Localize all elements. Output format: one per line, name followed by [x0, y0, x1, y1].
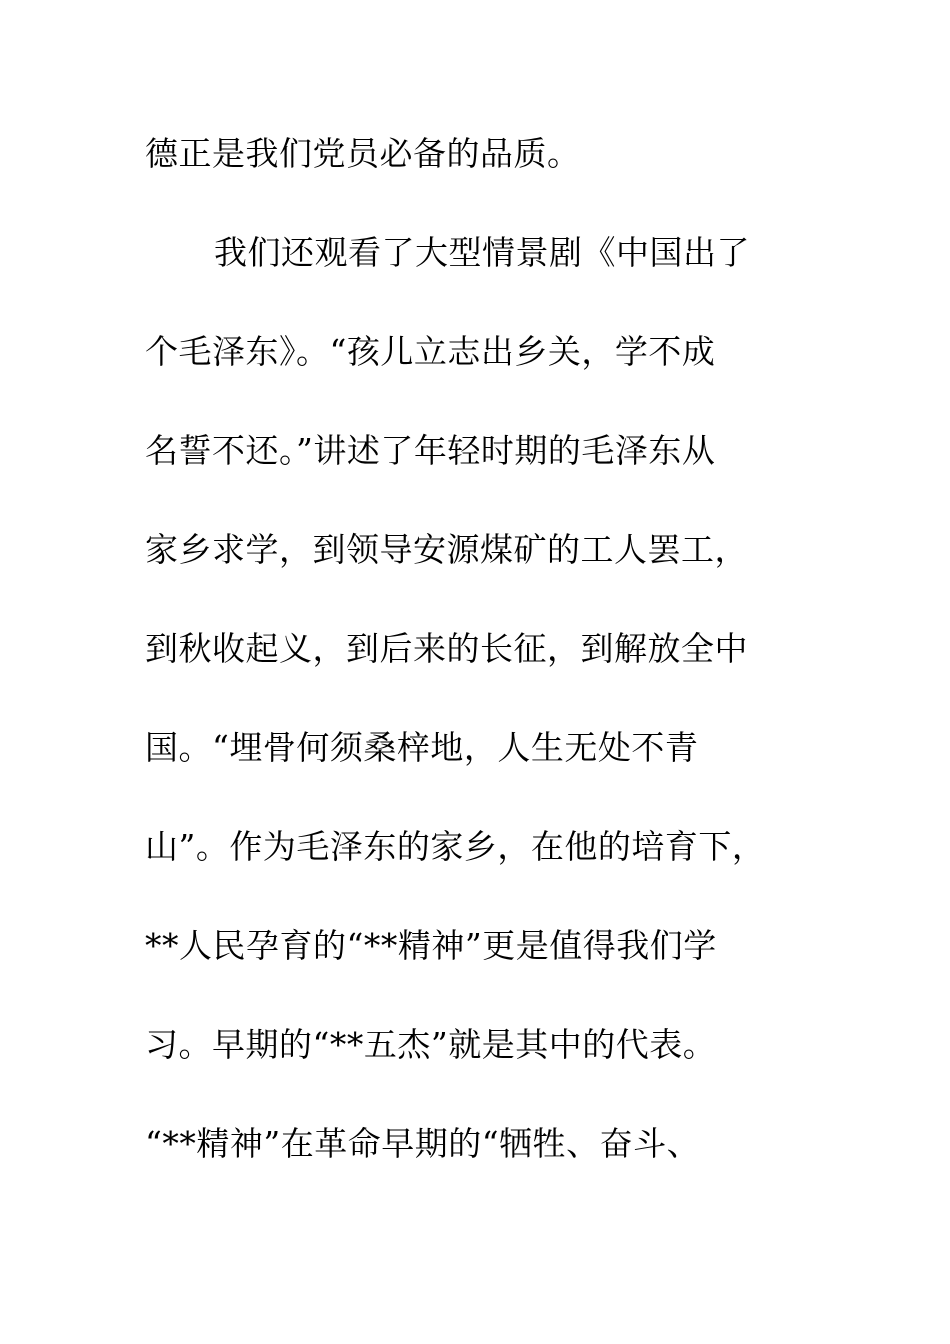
- text-line: **人民孕育的“**精神”更是值得我们学: [145, 926, 717, 965]
- text-line: 家乡求学，到领导安源煤矿的工人罢工，: [145, 530, 748, 569]
- text-line: 国。“埋骨何须桑梓地，人生无处不青: [145, 728, 699, 767]
- text-line: 德正是我们党员必备的品质。: [145, 134, 581, 173]
- paragraph-first-line: 我们还观看了大型情景剧《中国出了: [214, 233, 750, 272]
- text-line: 到秋收起义，到后来的长征，到解放全中: [145, 629, 748, 668]
- text-line: 习。早期的“**五杰”就是其中的代表。: [145, 1025, 717, 1064]
- text-line: 名誓不还。”讲述了年轻时期的毛泽东从: [145, 431, 716, 470]
- text-line: 山”。作为毛泽东的家乡，在他的培育下，: [145, 827, 766, 866]
- text-line: “**精神”在革命早期的“牺牲、奋斗、: [145, 1124, 701, 1163]
- text-line: 个毛泽东》。“孩儿立志出乡关，学不成: [145, 332, 716, 371]
